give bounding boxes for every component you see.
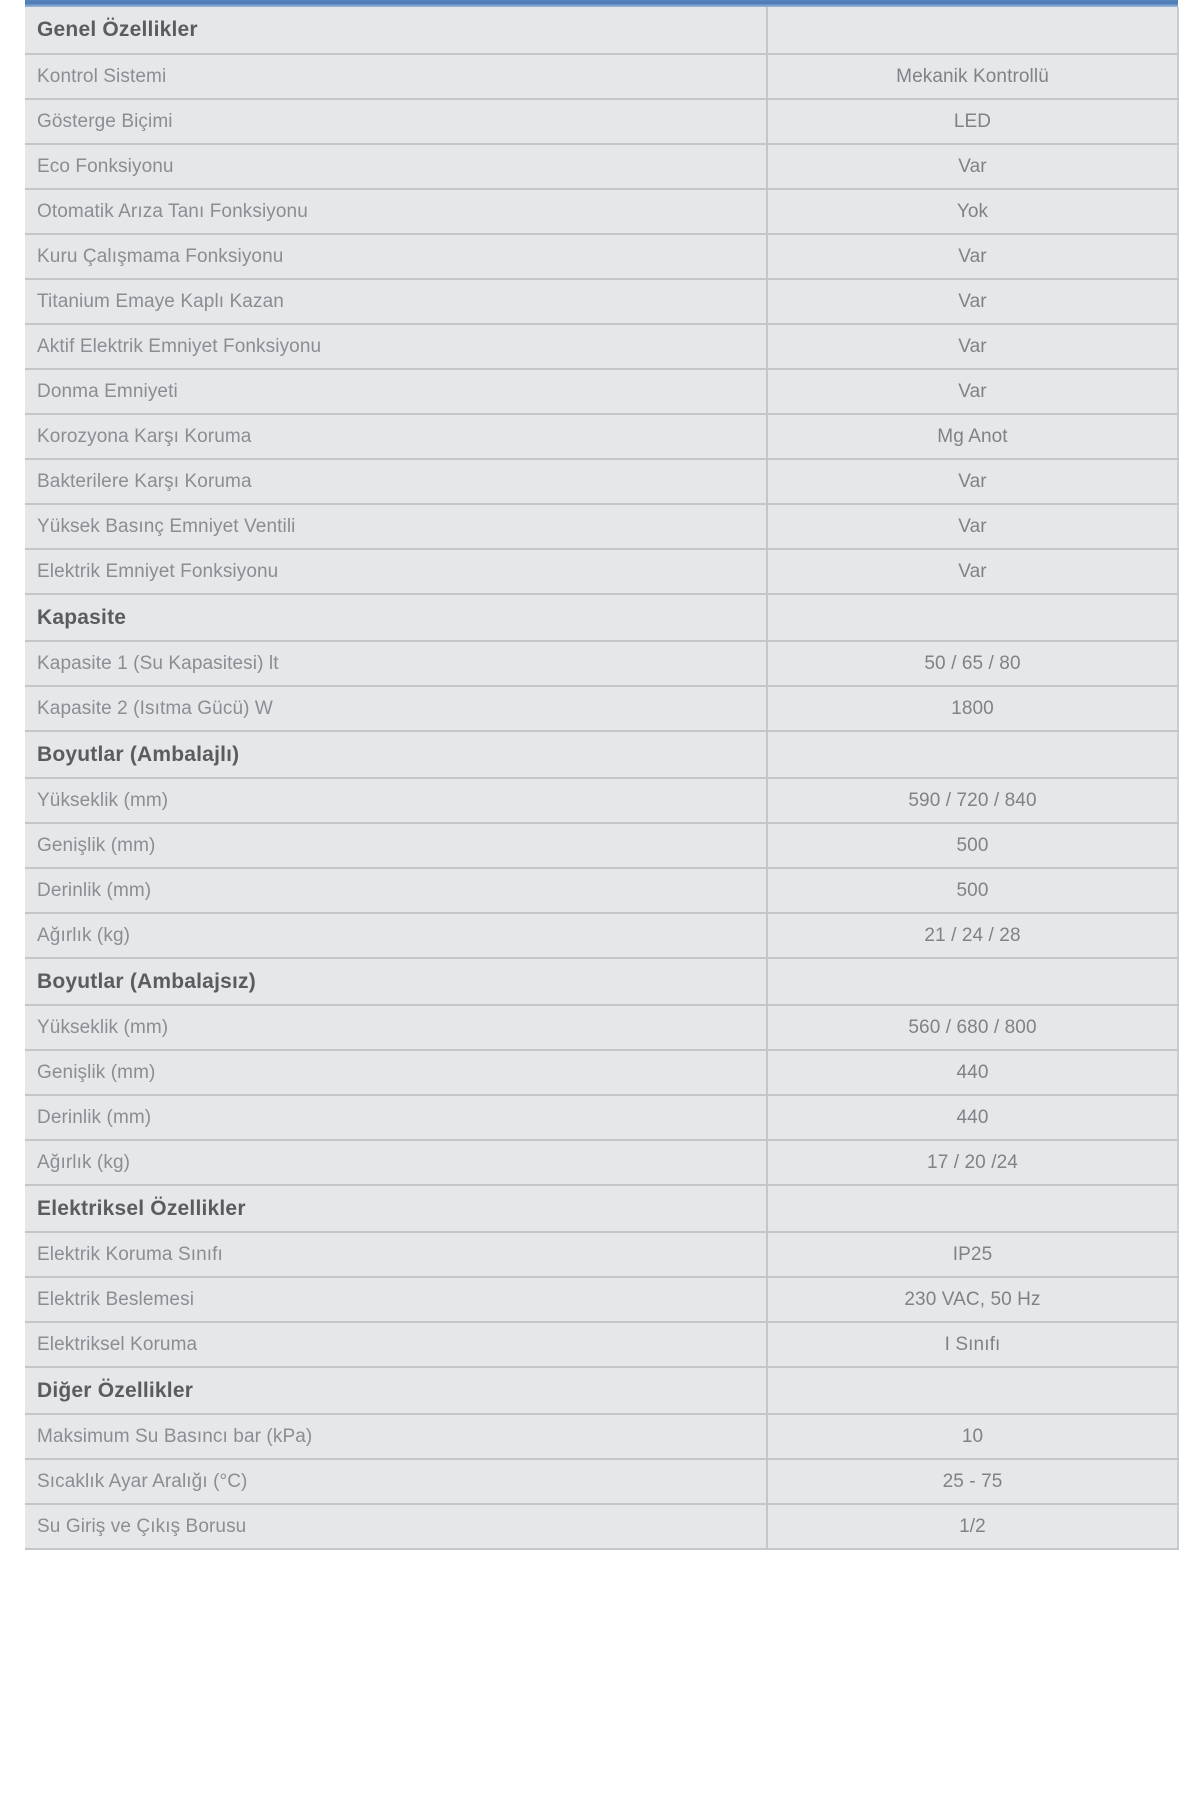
section-header-row xyxy=(25,958,1178,1005)
spec-value: Var xyxy=(767,549,1178,594)
table-row xyxy=(25,99,1178,144)
section-header-value-cell xyxy=(767,594,1178,641)
table-row xyxy=(25,144,1178,189)
table-row xyxy=(25,1095,1178,1140)
section-header-value-cell xyxy=(767,7,1178,54)
table-row xyxy=(25,414,1178,459)
spec-label: Elektriksel Koruma xyxy=(25,1322,767,1367)
table-row xyxy=(25,369,1178,414)
table-row xyxy=(25,913,1178,958)
spec-value: 10 xyxy=(767,1414,1178,1459)
table-row xyxy=(25,1277,1178,1322)
spec-value: 440 xyxy=(767,1050,1178,1095)
table-row xyxy=(25,1050,1178,1095)
table-row xyxy=(25,459,1178,504)
section-heading: Boyutlar (Ambalajlı) xyxy=(25,731,767,778)
spec-value: Var xyxy=(767,144,1178,189)
spec-value: 1/2 xyxy=(767,1504,1178,1549)
spec-value: Mg Anot xyxy=(767,414,1178,459)
section-header-value-cell xyxy=(767,1367,1178,1414)
spec-label: Titanium Emaye Kaplı Kazan xyxy=(25,279,767,324)
spec-value: Var xyxy=(767,279,1178,324)
spec-label: Elektrik Emniyet Fonksiyonu xyxy=(25,549,767,594)
table-row xyxy=(25,1414,1178,1459)
spec-label: Bakterilere Karşı Koruma xyxy=(25,459,767,504)
spec-label: Genişlik (mm) xyxy=(25,1050,767,1095)
spec-label: Kapasite 1 (Su Kapasitesi) lt xyxy=(25,641,767,686)
spec-value: Var xyxy=(767,504,1178,549)
spec-label: Sıcaklık Ayar Aralığı (°C) xyxy=(25,1459,767,1504)
table-row xyxy=(25,1005,1178,1050)
spec-value: Var xyxy=(767,234,1178,279)
spec-value: 440 xyxy=(767,1095,1178,1140)
spec-value: Mekanik Kontrollü xyxy=(767,54,1178,99)
table-row xyxy=(25,1322,1178,1367)
spec-label: Aktif Elektrik Emniyet Fonksiyonu xyxy=(25,324,767,369)
spec-label: Yükseklik (mm) xyxy=(25,1005,767,1050)
spec-value: 230 VAC, 50 Hz xyxy=(767,1277,1178,1322)
spec-value: IP25 xyxy=(767,1232,1178,1277)
spec-value: 21 / 24 / 28 xyxy=(767,913,1178,958)
spec-value: LED xyxy=(767,99,1178,144)
spec-label: Kapasite 2 (Isıtma Gücü) W xyxy=(25,686,767,731)
table-accent-bar xyxy=(25,0,1178,7)
spec-value: Var xyxy=(767,459,1178,504)
table-row xyxy=(25,1232,1178,1277)
specification-table xyxy=(25,7,1179,1550)
spec-label: Kontrol Sistemi xyxy=(25,54,767,99)
spec-label: Yüksek Basınç Emniyet Ventili xyxy=(25,504,767,549)
spec-label: Su Giriş ve Çıkış Borusu xyxy=(25,1504,767,1549)
spec-value: 500 xyxy=(767,823,1178,868)
section-header-row xyxy=(25,731,1178,778)
spec-label: Elektrik Koruma Sınıfı xyxy=(25,1232,767,1277)
spec-value: 50 / 65 / 80 xyxy=(767,641,1178,686)
section-header-value-cell xyxy=(767,731,1178,778)
section-header-row xyxy=(25,7,1178,54)
section-header-value-cell xyxy=(767,958,1178,1005)
spec-label: Elektrik Beslemesi xyxy=(25,1277,767,1322)
spec-value: 17 / 20 /24 xyxy=(767,1140,1178,1185)
spec-value: Yok xyxy=(767,189,1178,234)
spec-label: Korozyona Karşı Koruma xyxy=(25,414,767,459)
spec-label: Derinlik (mm) xyxy=(25,868,767,913)
table-row xyxy=(25,54,1178,99)
spec-value: I Sınıfı xyxy=(767,1322,1178,1367)
spec-label: Donma Emniyeti xyxy=(25,369,767,414)
specification-table-wrapper xyxy=(25,7,1178,1550)
table-row xyxy=(25,686,1178,731)
section-header-row xyxy=(25,1185,1178,1232)
table-row xyxy=(25,1140,1178,1185)
spec-label: Maksimum Su Basıncı bar (kPa) xyxy=(25,1414,767,1459)
table-row xyxy=(25,234,1178,279)
spec-label: Genişlik (mm) xyxy=(25,823,767,868)
spec-value: 25 - 75 xyxy=(767,1459,1178,1504)
spec-label: Otomatik Arıza Tanı Fonksiyonu xyxy=(25,189,767,234)
table-row xyxy=(25,778,1178,823)
table-row xyxy=(25,504,1178,549)
spec-label: Ağırlık (kg) xyxy=(25,1140,767,1185)
table-row xyxy=(25,641,1178,686)
section-heading: Diğer Özellikler xyxy=(25,1367,767,1414)
section-header-row xyxy=(25,594,1178,641)
table-row xyxy=(25,279,1178,324)
spec-label: Eco Fonksiyonu xyxy=(25,144,767,189)
spec-label: Ağırlık (kg) xyxy=(25,913,767,958)
spec-value: Var xyxy=(767,369,1178,414)
spec-label: Yükseklik (mm) xyxy=(25,778,767,823)
spec-value: 560 / 680 / 800 xyxy=(767,1005,1178,1050)
table-row xyxy=(25,868,1178,913)
spec-value: 500 xyxy=(767,868,1178,913)
section-header-row xyxy=(25,1367,1178,1414)
section-heading: Boyutlar (Ambalajsız) xyxy=(25,958,767,1005)
section-header-value-cell xyxy=(767,1185,1178,1232)
table-row xyxy=(25,549,1178,594)
spec-value: 590 / 720 / 840 xyxy=(767,778,1178,823)
spec-label: Kuru Çalışmama Fonksiyonu xyxy=(25,234,767,279)
spec-value: 1800 xyxy=(767,686,1178,731)
table-row xyxy=(25,1459,1178,1504)
specification-table-body xyxy=(25,7,1178,1549)
spec-value: Var xyxy=(767,324,1178,369)
spec-label: Gösterge Biçimi xyxy=(25,99,767,144)
table-row xyxy=(25,823,1178,868)
table-row xyxy=(25,189,1178,234)
table-row xyxy=(25,324,1178,369)
spec-label: Derinlik (mm) xyxy=(25,1095,767,1140)
table-row xyxy=(25,1504,1178,1549)
section-heading: Elektriksel Özellikler xyxy=(25,1185,767,1232)
section-heading: Genel Özellikler xyxy=(25,7,767,54)
section-heading: Kapasite xyxy=(25,594,767,641)
